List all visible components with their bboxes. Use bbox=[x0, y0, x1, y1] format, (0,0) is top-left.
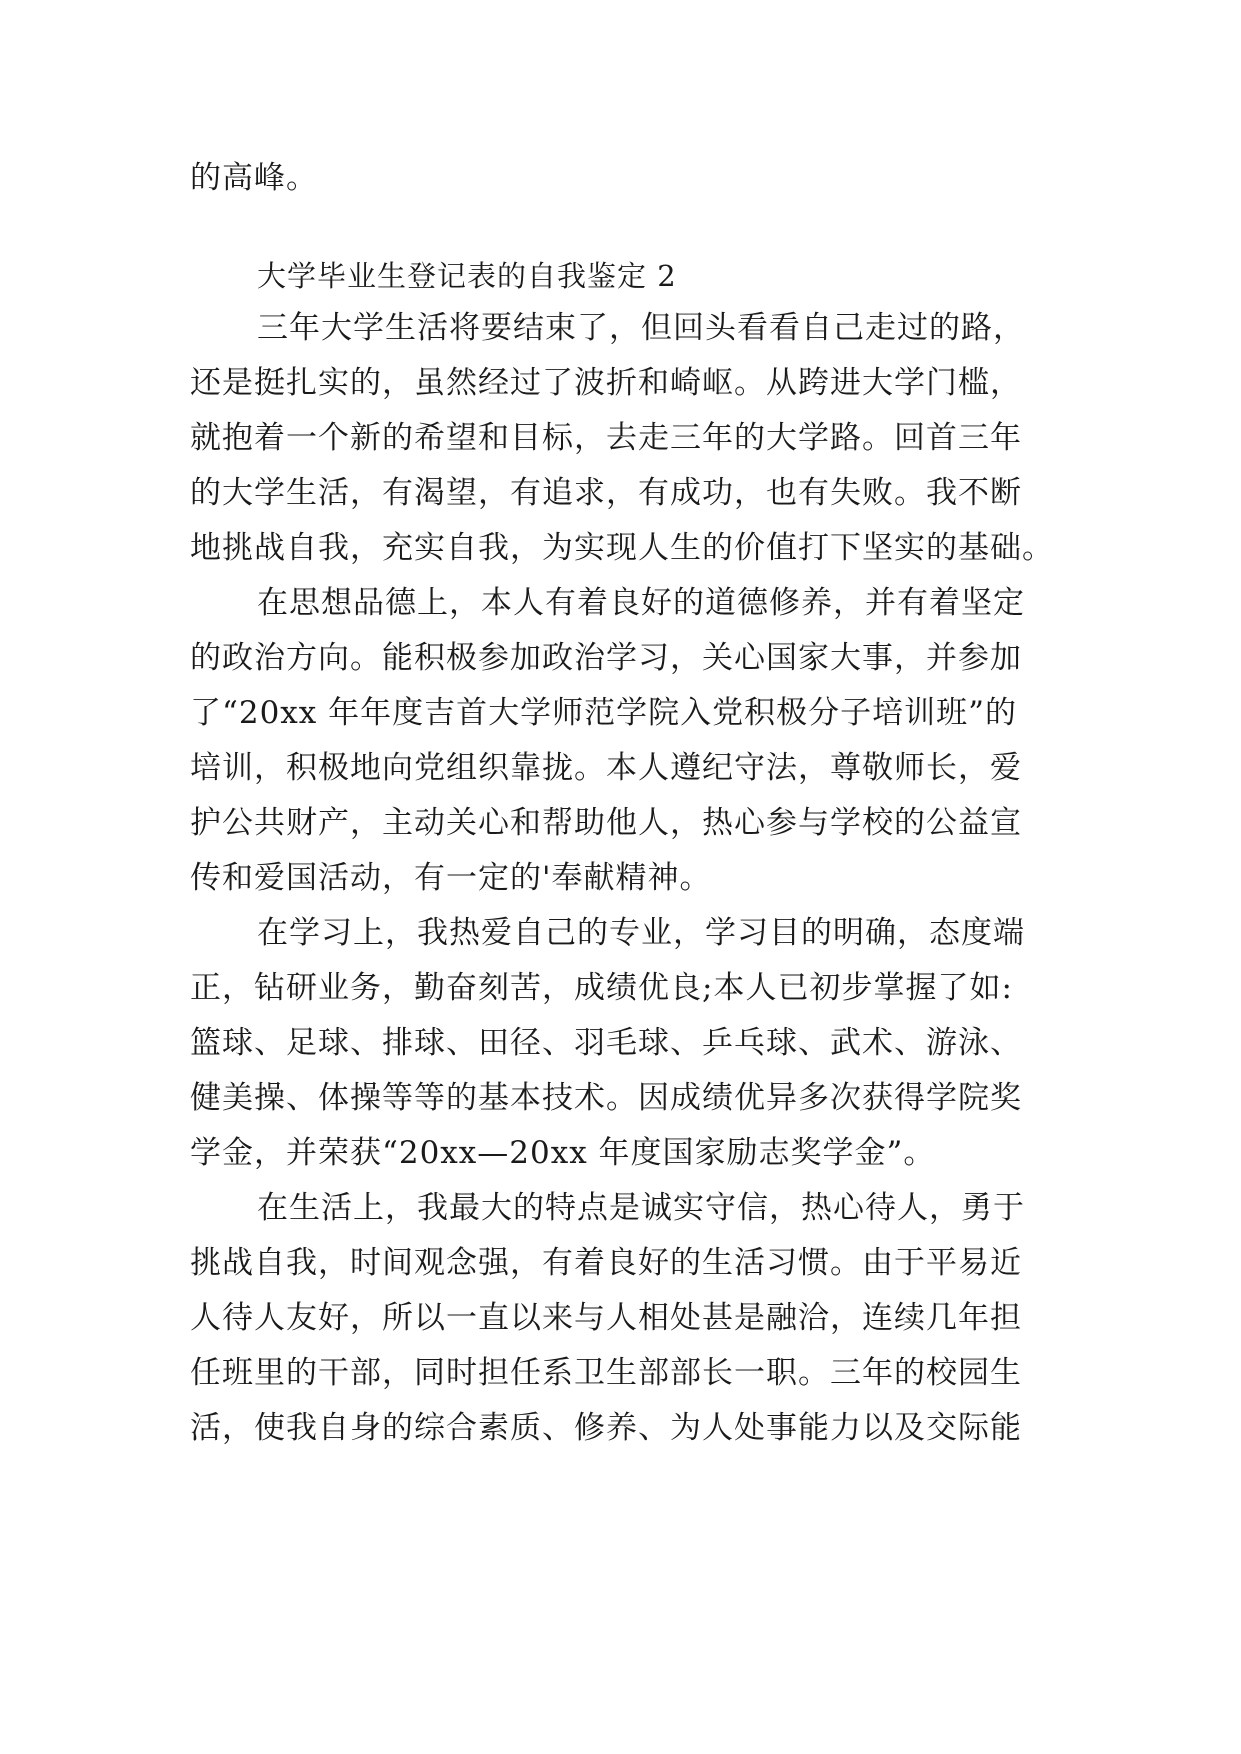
paragraph-2-line-2: 的政治方向。能积极参加政治学习，关心国家大事，并参加 bbox=[190, 640, 1022, 676]
paragraph-3-line-5: 学金，并荣获“20xx—20xx 年度国家励志奖学金”。 bbox=[190, 1135, 936, 1171]
paragraph-3-line-3: 篮球、足球、排球、田径、羽毛球、乒乓球、武术、游泳、 bbox=[190, 1025, 1022, 1061]
paragraph-1-line-4: 的大学生活，有渴望，有追求，有成功，也有失败。我不断 bbox=[190, 475, 1022, 511]
paragraph-2-line-3: 了“20xx 年年度吉首大学师范学院入党积极分子培训班”的 bbox=[190, 695, 1017, 731]
paragraph-3-line-2: 正，钻研业务，勤奋刻苦，成绩优良;本人已初步掌握了如: bbox=[190, 970, 1013, 1006]
paragraph-3-line-1: 在学习上，我热爱自己的专业，学习目的明确，态度端 bbox=[257, 915, 1025, 951]
paragraph-4-line-2: 挑战自我，时间观念强，有着良好的生活习惯。由于平易近 bbox=[190, 1245, 1022, 1281]
paragraph-2-line-6: 传和爱国活动，有一定的'奉献精神。 bbox=[190, 860, 712, 896]
opening-fragment: 的高峰。 bbox=[190, 160, 318, 196]
section-title: 大学毕业生登记表的自我鉴定 2 bbox=[257, 259, 677, 293]
paragraph-4-line-1: 在生活上，我最大的特点是诚实守信，热心待人，勇于 bbox=[257, 1190, 1025, 1226]
paragraph-2-line-1: 在思想品德上，本人有着良好的道德修养，并有着坚定 bbox=[257, 585, 1025, 621]
paragraph-1-line-1: 三年大学生活将要结束了，但回头看看自己走过的路， bbox=[257, 310, 1025, 346]
paragraph-4-line-5: 活，使我自身的综合素质、修养、为人处事能力以及交际能 bbox=[190, 1410, 1022, 1446]
paragraph-2-line-4: 培训，积极地向党组织靠拢。本人遵纪守法，尊敬师长，爱 bbox=[190, 750, 1022, 786]
paragraph-3-line-4: 健美操、体操等等的基本技术。因成绩优异多次获得学院奖 bbox=[190, 1080, 1022, 1116]
paragraph-2-line-5: 护公共财产，主动关心和帮助他人，热心参与学校的公益宣 bbox=[190, 805, 1022, 841]
paragraph-1-line-5: 地挑战自我，充实自我，为实现人生的价值打下坚实的基础。 bbox=[190, 530, 1054, 566]
paragraph-4-line-3: 人待人友好，所以一直以来与人相处甚是融洽，连续几年担 bbox=[190, 1300, 1022, 1336]
paragraph-1-line-2: 还是挺扎实的，虽然经过了波折和崎岖。从跨进大学门槛， bbox=[190, 365, 1022, 401]
paragraph-4-line-4: 任班里的干部，同时担任系卫生部部长一职。三年的校园生 bbox=[190, 1355, 1022, 1391]
paragraph-1-line-3: 就抱着一个新的希望和目标，去走三年的大学路。回首三年 bbox=[190, 420, 1022, 456]
